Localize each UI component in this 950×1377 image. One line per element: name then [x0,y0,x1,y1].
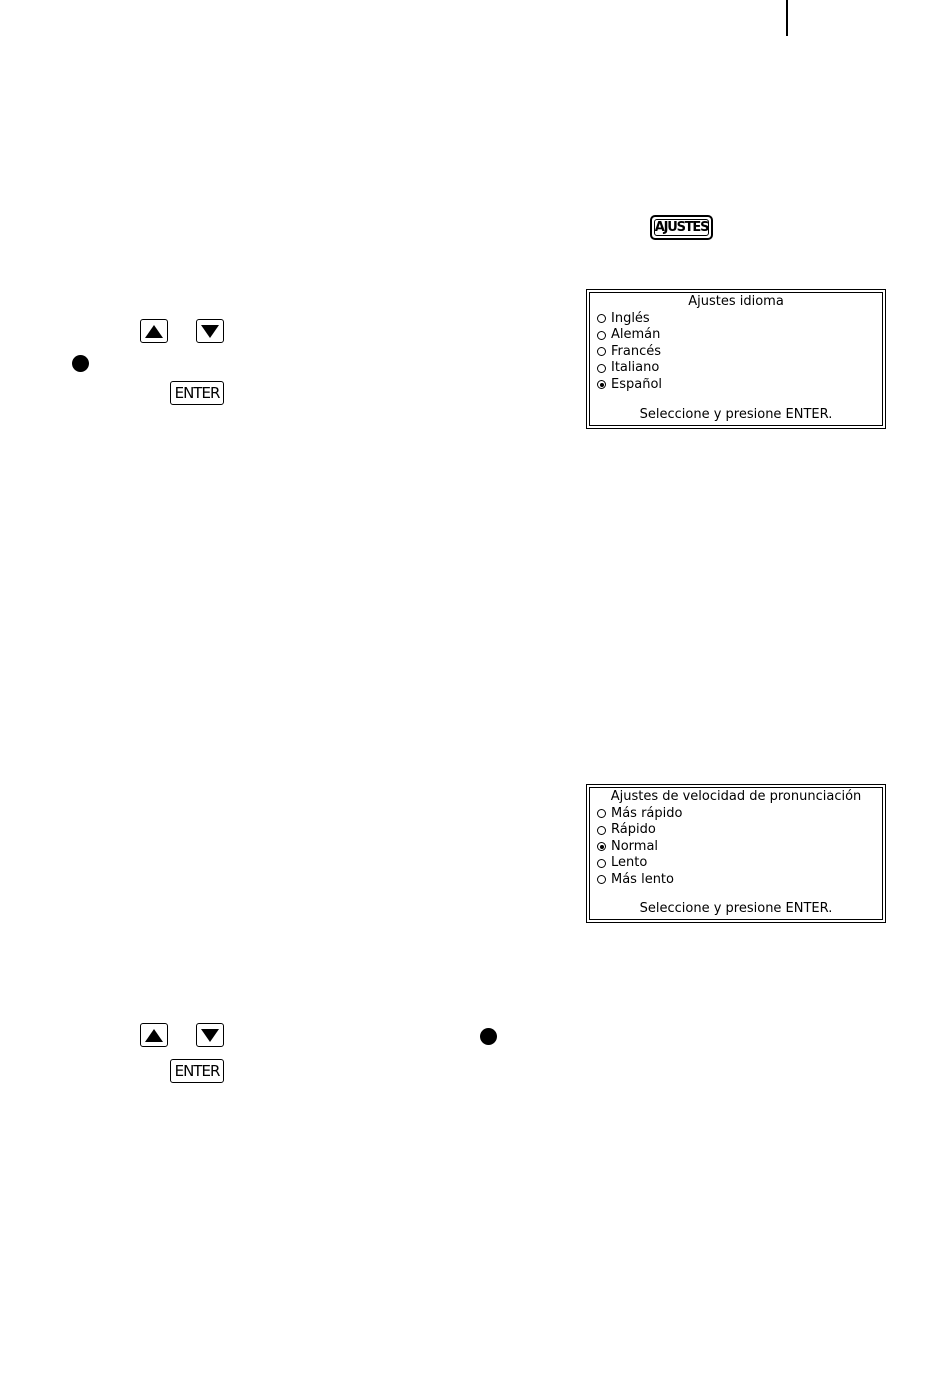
down-arrow-key [196,1023,224,1047]
radio-icon [597,875,606,884]
up-arrow-key [140,1023,168,1047]
radio-selected-icon [597,380,606,389]
option-normal: Normal [590,839,882,856]
option-mas-rapido: Más rápido [590,806,882,823]
down-arrow-icon [201,325,219,338]
radio-icon [597,314,606,323]
screen-title: Ajustes de velocidad de pronunciación [610,789,862,804]
up-arrow-icon [145,1029,163,1042]
pronunciation-speed-screen [586,784,886,923]
down-arrow-key [196,319,224,343]
option-italiano: Italiano [590,360,882,377]
up-arrow-key [140,319,168,343]
radio-icon [597,331,606,340]
option-ingles: Inglés [590,311,882,328]
radio-icon [597,347,606,356]
radio-icon [597,809,606,818]
up-arrow-icon [145,325,163,338]
down-arrow-icon [201,1029,219,1042]
enter-key: ENTER [170,1059,224,1083]
ajustes-key-label: AJUSTES [654,220,709,235]
screen-title: Ajustes idioma [688,294,784,309]
screen-footer: Seleccione y presione ENTER. [639,900,833,916]
option-espanol: Español [590,377,882,394]
option-aleman: Alemán [590,327,882,344]
option-mas-lento: Más lento [590,872,882,889]
option-lento: Lento [590,855,882,872]
option-frances: Francés [590,344,882,361]
enter-key: ENTER [170,381,224,405]
radio-selected-icon [597,842,606,851]
column-divider-line [786,0,788,36]
radio-icon [597,826,606,835]
step-bullet [72,355,89,372]
ajustes-key [650,215,713,240]
screen-footer: Seleccione y presione ENTER. [639,406,833,422]
radio-icon [597,364,606,373]
step-bullet [480,1028,497,1045]
language-settings-screen [586,289,886,429]
option-rapido: Rápido [590,822,882,839]
radio-icon [597,859,606,868]
